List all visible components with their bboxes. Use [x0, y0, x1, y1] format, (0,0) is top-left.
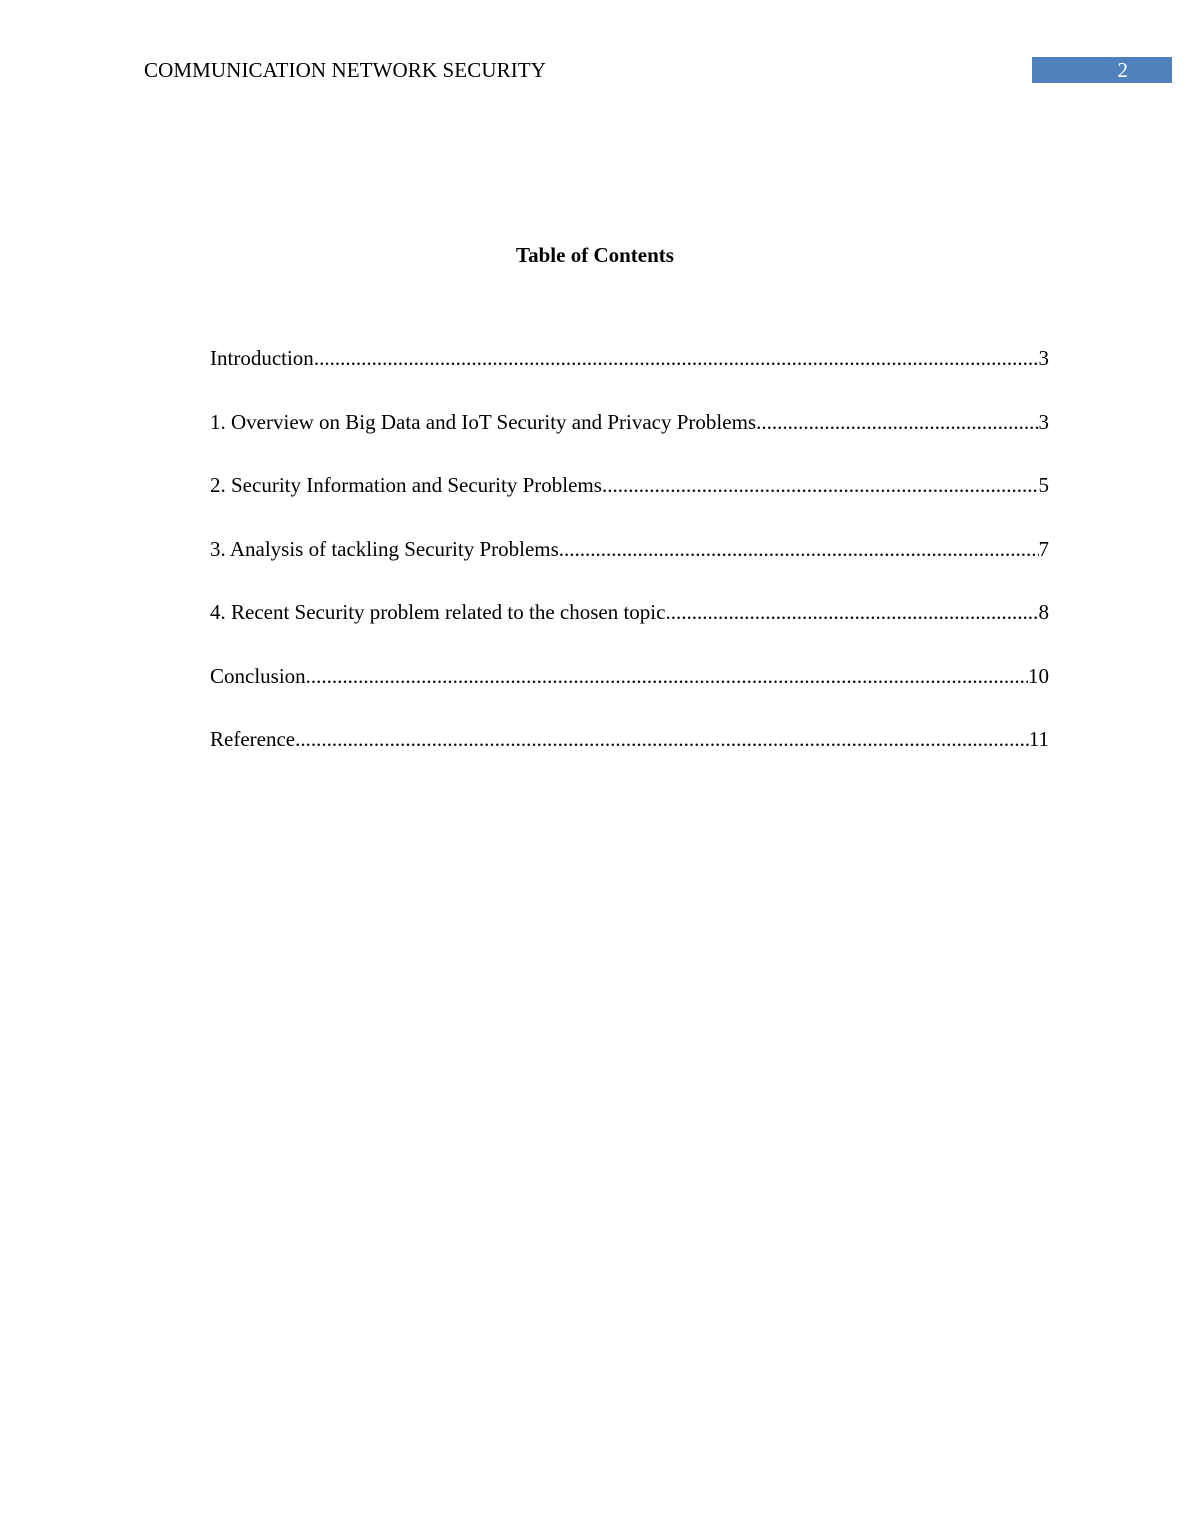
- toc-leader-dots: [306, 662, 1028, 690]
- toc-entry-page: 10: [1028, 663, 1049, 688]
- page-number-badge: 2: [1032, 57, 1172, 83]
- toc-list: [210, 344, 1049, 789]
- running-header-title: COMMUNICATION NETWORK SECURITY: [144, 58, 546, 82]
- toc-entry-analysis[interactable]: [210, 535, 1049, 599]
- toc-entry-label: Introduction: [210, 346, 314, 370]
- toc-leader-dots: [665, 598, 1038, 626]
- toc-entry-page: 7: [1038, 536, 1049, 561]
- toc-entry-label: 2. Security Information and Security Problems: [210, 473, 602, 497]
- toc-entry-introduction[interactable]: [210, 344, 1049, 408]
- toc-entry-label: Conclusion: [210, 663, 306, 688]
- toc-entry-conclusion[interactable]: [210, 662, 1049, 726]
- toc-entry-page: 3: [1038, 346, 1049, 370]
- toc-entry-reference[interactable]: [210, 725, 1049, 789]
- toc-entry-page: 3: [1038, 409, 1049, 434]
- toc-entry-page: 11: [1028, 727, 1049, 751]
- toc-entry-label: Reference: [210, 727, 296, 751]
- toc-leader-dots: [756, 408, 1038, 436]
- toc-entry-page: 8: [1038, 600, 1049, 624]
- toc-leader-dots: [559, 535, 1039, 563]
- toc-entry-label: 1. Overview on Big Data and IoT Security and Privacy Problems: [210, 409, 757, 434]
- toc-leader-dots: [295, 725, 1029, 753]
- toc-heading: Table of Contents: [516, 243, 674, 267]
- toc-entry-page: 5: [1038, 473, 1049, 497]
- toc-entry-label: 3. Analysis of tackling Security Problems: [210, 536, 559, 561]
- toc-entry-overview[interactable]: [210, 408, 1049, 472]
- toc-entry-recent-problem[interactable]: [210, 598, 1049, 662]
- toc-leader-dots: [602, 471, 1039, 499]
- toc-entry-label: 4. Recent Security problem related to the chosen topic: [210, 600, 666, 624]
- toc-entry-security-information[interactable]: [210, 471, 1049, 535]
- toc-leader-dots: [314, 344, 1039, 372]
